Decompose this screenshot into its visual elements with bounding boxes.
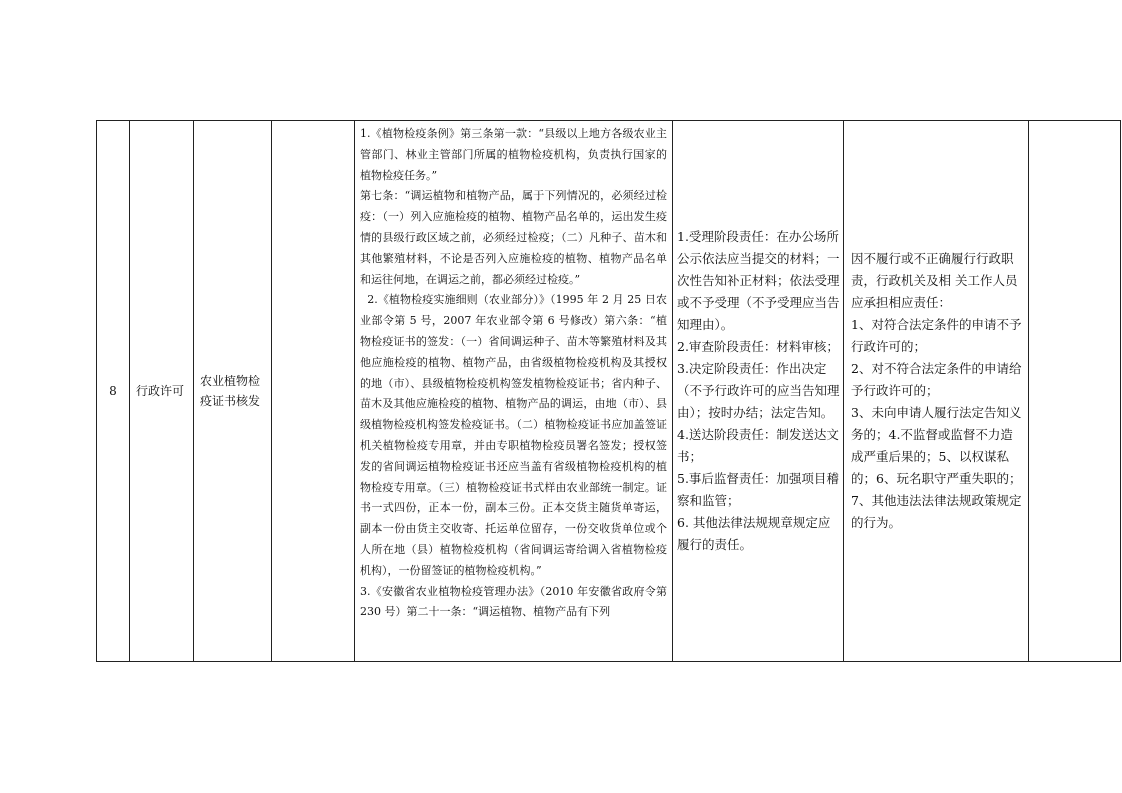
accountability-text: 因不履行或不正确履行行政职责，行政机关及相 关工作人员应承担相应责任： 1、对符合法定条件的申请不予行政许可的； 2、对不符合法定条件的申请给予行政许可的； 3、未向申请人履行法定告知义务的；4.不监督或监督不力造成严重后果的；5、以权谋私的；6、玩名职守严重失职的；7、其他违法法律法规政策规定的行为。 bbox=[851, 251, 1022, 530]
legal-basis-cell bbox=[355, 121, 673, 662]
accountability-cell bbox=[844, 121, 1029, 662]
power-list-table bbox=[96, 120, 1121, 662]
responsibility-cell bbox=[673, 121, 844, 662]
row-number: 8 bbox=[97, 121, 130, 662]
item-name: 农业植物检疫证书核发 bbox=[194, 121, 272, 662]
power-type: 行政许可 bbox=[130, 121, 194, 662]
responsibility-text: 1.受理阶段责任：在办公场所公示依法应当提交的材料；一次性告知补正材料；依法受理或不予受理（不予受理应当告知理由）。 2.审查阶段责任：材料审核； 3.决定阶段责任：作出决定（不予行政许可的应当告知理由）；按时办结；法定告知。 4.送达阶段责任：制发送达文书； 5.事后监督责任：加强项目稽察和监管； 6. 其他法律法规规章规定应履行的责任。 bbox=[677, 229, 840, 552]
remarks-cell bbox=[1029, 121, 1121, 662]
legal-basis-text: 1.《植物检疫条例》第三条第一款：“县级以上地方各级农业主管部门、林业主管部门所属的植物检疫机构，负责执行国家的植物检疫任务。” 第七条：“调运植物和植物产品，属于下列情况的，必须经过检疫：（一）列入应施检疫的植物、植物产品名单的，运出发生疫情的县级行政区域之前，必须经过检疫；（二）凡种子、苗木和其他繁殖材料，不论是否列入应施检疫的植物、植物产品名单和运往何地，在调运之前，都必须经过检疫。” 2.《植物检疫实施细则（农业部分）》（1995 年 2 月 25 日农业部令第 5 号，2007 年农业部令第 6 号修改）第六条：“植物检疫证书的签发：（一）省间调运种子、苗木等繁殖材料及其他应施检疫的植物、植物产品，由省级植物检疫机构及其授权的地（市）、县级植物检疫机构签发植物检疫证书；省内种子、苗木及其他应施检疫的植物、植物产品的调运，由地（市）、县级植物检疫机构签发检疫证书。（二）植物检疫证书应加盖签证机关植物检疫专用章，并由专职植物检疫员署名签发；授权签发的省间调运植物检疫证书还应当盖有省级植物检疫机构的植物检疫专用章。（三）植物检疫证书式样由农业部统一制定。证书一式四份，正本一份，副本三份。正本交货主随货单寄运，副本一份由货主交收寄、托运单位留存，一份交收货单位或个人所在地（县）植物检疫机构（省间调运寄给调入省植物检疫机构），一份留签证的植物检疫机构。” 3.《安徽省农业植物检疫管理办法》（2010 年安徽省政府令第 230 号）第二十一条：“调运植物、植物产品有下列 bbox=[360, 127, 667, 619]
sub-item bbox=[272, 121, 355, 662]
table-row bbox=[97, 121, 1121, 662]
